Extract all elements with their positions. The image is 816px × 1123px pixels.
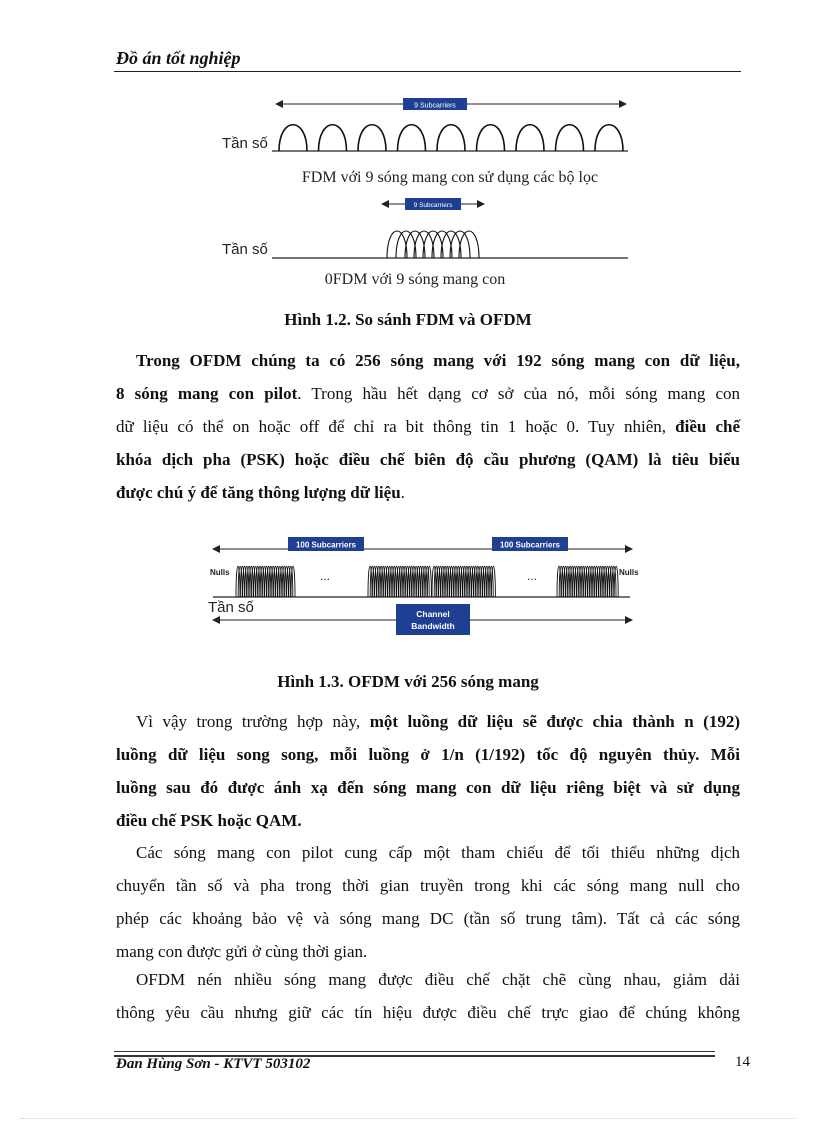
bandwidth-label-line1: Channel <box>416 609 450 619</box>
ellipsis-right: ... <box>526 569 538 583</box>
p2-line4: điều chế PSK hoặc QAM. <box>116 811 302 830</box>
p1-line2: 8 sóng mang con pilot. Trong hầu hết dạng cơ sở của nó, mỗi sóng mang con <box>116 384 741 403</box>
paragraph-pilot <box>116 836 740 968</box>
p2-line3: luồng sau đó được ánh xạ đến sóng mang con dữ liệu riêng biệt và sử dụng <box>116 778 740 797</box>
ofdm256-axis-label: Tần số <box>208 599 254 616</box>
paragraph-compression <box>116 963 740 1029</box>
p1-line3: dữ liệu có thể on hoặc off để chỉ ra bit thông tin 1 hoặc 0. Tuy nhiên, điều chế <box>116 417 740 436</box>
p2-line1: Vì vậy trong trường hợp này, một luồng dữ liệu sẽ được chia thành n (192) <box>136 712 741 731</box>
fdm-badge-label: 9 Subcarriers <box>414 102 456 110</box>
p1-line4: khóa dịch pha (PSK) hoặc điều chế biên độ cầu phương (QAM) là tiêu biểu <box>116 450 740 469</box>
p4-line2: thông yêu cầu nhưng giữ các tín hiệu được điều chế trực giao để chúng không <box>116 1003 740 1022</box>
ellipsis-left: ... <box>319 569 331 583</box>
badge-left-label: 100 Subcarriers <box>295 540 357 550</box>
p3-line4: mang con được gửi ở cùng thời gian. <box>116 942 368 961</box>
ofdm-axis-label: Tần số <box>222 241 268 258</box>
p3-line3: phép các khoảng bảo vệ và sóng mang DC (tần số trung tâm). Tất cả các sóng <box>116 909 740 928</box>
footer-author: Đan Hùng Sơn - KTVT 503102 <box>116 1056 311 1072</box>
paragraph-stream-split <box>116 705 740 837</box>
figure-1-3-caption: Hình 1.3. OFDM với 256 sóng mang <box>277 672 539 691</box>
nulls-right-label: Nulls <box>619 568 639 577</box>
footer-rule-thin <box>114 1051 715 1052</box>
p2-line2: luồng dữ liệu song song, mỗi luồng ở 1/n (1/192) tốc độ nguyên thủy. Mỗi <box>116 745 740 764</box>
bandwidth-label-line2: Bandwidth <box>411 621 455 631</box>
document-header-title: Đồ án tốt nghiệp <box>116 48 241 68</box>
ofdm256-subcarrier-groups <box>236 566 618 597</box>
badge-right-label: 100 Subcarriers <box>499 540 561 550</box>
p4-line1: OFDM nén nhiều sóng mang được điều chế chặt chẽ cùng nhau, giảm dải <box>136 970 740 989</box>
p3-line2: chuyển tần số và pha trong thời gian truyền trong khi các sóng mang null cho <box>116 876 740 895</box>
fdm-caption: FDM với 9 sóng mang con sử dụng các bộ lọc <box>301 169 599 186</box>
page-number: 14 <box>735 1054 750 1070</box>
ofdm-caption: 0FDM với 9 sóng mang con <box>324 271 506 288</box>
fdm-axis-label: Tần số <box>222 135 268 152</box>
p3-line1: Các sóng mang con pilot cung cấp một tham chiếu để tối thiểu những dịch <box>136 843 740 862</box>
ofdm-badge-label: 9 Subcarriers <box>413 202 453 209</box>
nulls-left-label: Nulls <box>210 568 230 577</box>
p1-line5: được chú ý để tăng thông lượng dữ liệu. <box>116 483 405 502</box>
page-bottom-dotted-edge <box>20 1118 796 1119</box>
p1-line1: Trong OFDM chúng ta có 256 sóng mang với 192 sóng mang con dữ liệu, <box>136 351 740 370</box>
figure-1-2-caption: Hình 1.2. So sánh FDM và OFDM <box>284 310 532 329</box>
